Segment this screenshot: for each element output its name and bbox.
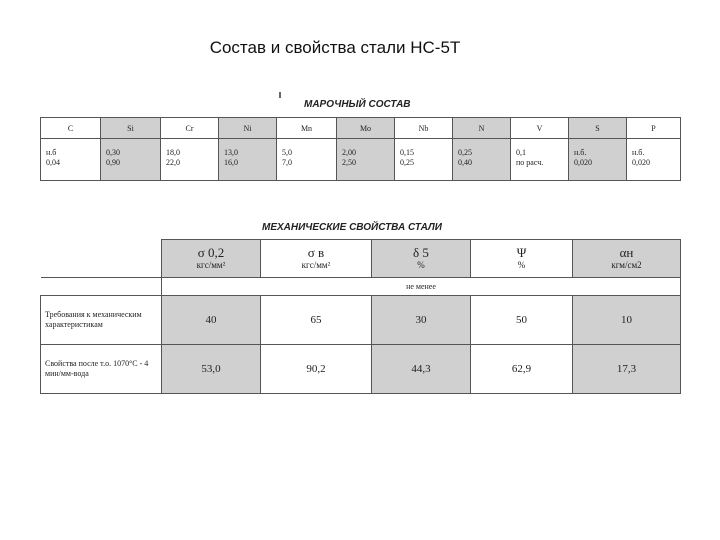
table-row bbox=[41, 296, 681, 345]
value-cell: 65 bbox=[261, 296, 372, 345]
mechanical-header-row bbox=[41, 240, 681, 278]
value-cell: 44,3 bbox=[372, 345, 471, 394]
not-less-label: не менее bbox=[162, 278, 681, 296]
property-header: σ 0,2 кгс/мм² bbox=[162, 240, 261, 278]
element-header: P bbox=[627, 118, 681, 139]
composition-cell: 0,15 0,25 bbox=[395, 139, 453, 181]
composition-cell: 2,00 2,50 bbox=[337, 139, 395, 181]
composition-values-row bbox=[41, 139, 681, 181]
property-header: σ в кгс/мм² bbox=[261, 240, 372, 278]
page-title: Состав и свойства стали НС-5Т bbox=[209, 38, 461, 57]
value-cell: 90,2 bbox=[261, 345, 372, 394]
header-blank-cell bbox=[41, 278, 162, 296]
composition-cell: н.б 0,04 bbox=[41, 139, 101, 181]
row-label: Свойства после т.о. 1070°C - 4 мин/мм-вода bbox=[41, 345, 162, 394]
element-header: C bbox=[41, 118, 101, 139]
property-header: αн кгм/см2 bbox=[573, 240, 681, 278]
value-cell: 40 bbox=[162, 296, 261, 345]
value-cell: 53,0 bbox=[162, 345, 261, 394]
composition-cell: 0,1 по расч. bbox=[511, 139, 569, 181]
element-header: Mo bbox=[337, 118, 395, 139]
element-header: Si bbox=[101, 118, 161, 139]
table-row bbox=[41, 345, 681, 394]
element-header: N bbox=[453, 118, 511, 139]
element-header: S bbox=[569, 118, 627, 139]
value-cell: 10 bbox=[573, 296, 681, 345]
row-label: Требования к механическим характеристикам bbox=[41, 296, 162, 345]
composition-cell: н.б. 0,020 bbox=[569, 139, 627, 181]
mechanical-heading: МЕХАНИЧЕСКИЕ СВОЙСТВА СТАЛИ bbox=[262, 222, 442, 233]
property-header: δ 5 % bbox=[372, 240, 471, 278]
composition-cell: 18,0 22,0 bbox=[161, 139, 219, 181]
composition-cell: н.б. 0,020 bbox=[627, 139, 681, 181]
composition-header-row bbox=[41, 118, 681, 139]
header-blank-cell bbox=[41, 240, 162, 278]
value-cell: 62,9 bbox=[471, 345, 573, 394]
element-header: Ni bbox=[219, 118, 277, 139]
value-cell: 30 bbox=[372, 296, 471, 345]
scan-mark bbox=[279, 92, 281, 98]
composition-cell: 0,25 0,40 bbox=[453, 139, 511, 181]
property-header: Ψ % bbox=[471, 240, 573, 278]
element-header: Cr bbox=[161, 118, 219, 139]
element-header: Mn bbox=[277, 118, 337, 139]
element-header: V bbox=[511, 118, 569, 139]
composition-cell: 0,30 0,90 bbox=[101, 139, 161, 181]
value-cell: 17,3 bbox=[573, 345, 681, 394]
composition-cell: 13,0 16,0 bbox=[219, 139, 277, 181]
not-less-row bbox=[41, 278, 681, 296]
composition-table bbox=[40, 117, 681, 181]
composition-cell: 5,0 7,0 bbox=[277, 139, 337, 181]
mechanical-table bbox=[40, 239, 681, 394]
composition-heading: МАРОЧНЫЙ СОСТАВ bbox=[304, 99, 411, 110]
element-header: Nb bbox=[395, 118, 453, 139]
value-cell: 50 bbox=[471, 296, 573, 345]
